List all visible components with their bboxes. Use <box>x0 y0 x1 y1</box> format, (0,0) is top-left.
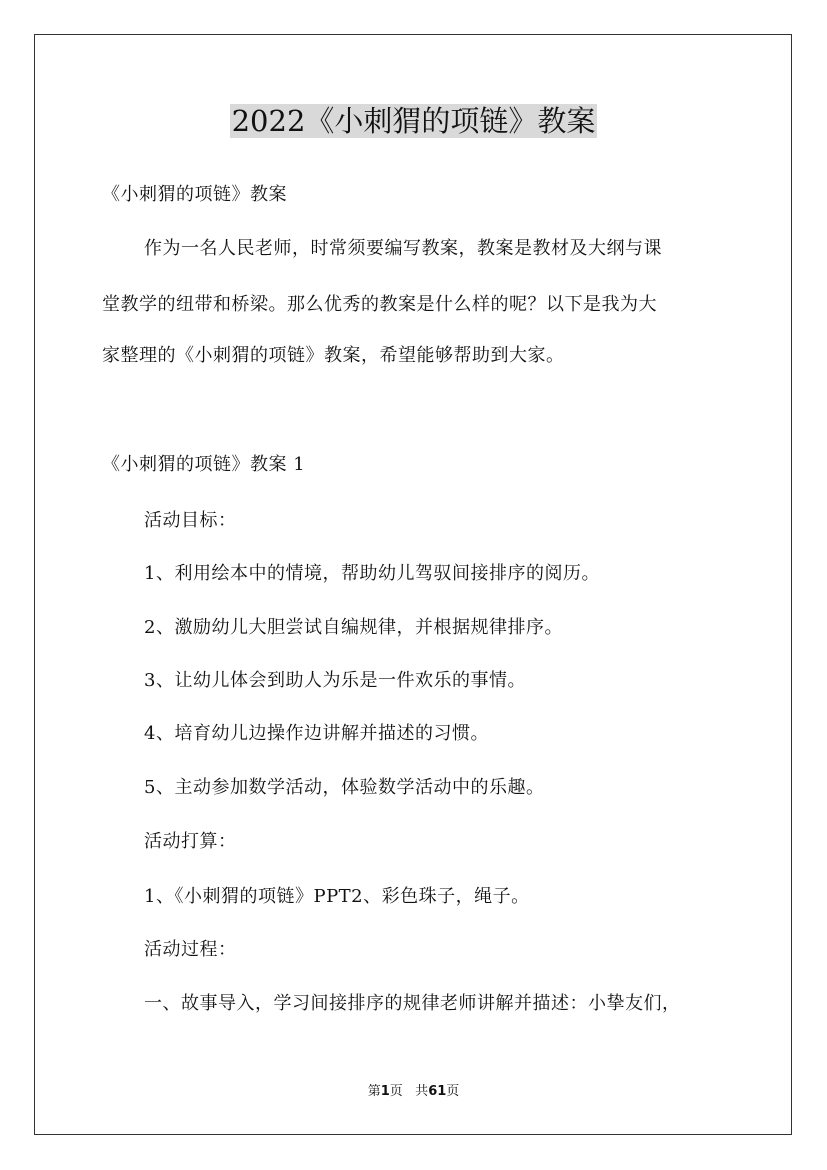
page-suffix: 页 <box>389 1084 403 1099</box>
total-prefix: 共 <box>415 1084 429 1099</box>
paragraph-line: 活动目标： <box>144 510 237 531</box>
paragraph-heading: 《小刺猬的项链》教案 <box>102 184 287 205</box>
page-number: 1 <box>380 1084 390 1099</box>
paragraph-line: 2、激励幼儿大胆尝试自编规律，并根据规律排序。 <box>144 617 563 638</box>
paragraph-line: 5、主动参加数学活动，体验数学活动中的乐趣。 <box>144 777 545 798</box>
paragraph-line: 活动打算： <box>144 831 237 852</box>
page-footer <box>0 1083 827 1101</box>
paragraph-line: 堂教学的纽带和桥梁。那么优秀的教案是什么样的呢？以下是我为大 <box>102 294 657 315</box>
paragraph-line: 3、让幼儿体会到助人为乐是一件欢乐的事情。 <box>144 670 526 691</box>
paragraph-line: 活动过程： <box>144 939 237 960</box>
paragraph-line: 4、培育幼儿边操作边讲解并描述的习惯。 <box>144 723 489 744</box>
document-title-text: 2022《小刺猬的项链》教案 <box>231 104 596 138</box>
document-title <box>0 100 827 142</box>
total-pages: 61 <box>428 1084 447 1099</box>
paragraph-line: 家整理的《小刺猬的项链》教案，希望能够帮助到大家。 <box>102 345 565 366</box>
paragraph-line: 一、故事导入，学习间接排序的规律老师讲解并描述：小挚友们， <box>144 993 681 1014</box>
page-prefix: 第 <box>367 1084 381 1099</box>
paragraph-line: 1、《小刺猬的项链》PPT2、彩色珠子，绳子。 <box>144 886 530 907</box>
section-heading: 《小刺猬的项链》教案 1 <box>102 454 306 475</box>
paragraph-line: 作为一名人民老师，时常须要编写教案，教案是教材及大纲与课 <box>144 238 662 259</box>
paragraph-line: 1、利用绘本中的情境，帮助幼儿驾驭间接排序的阅历。 <box>144 563 600 584</box>
total-suffix: 页 <box>446 1084 460 1099</box>
